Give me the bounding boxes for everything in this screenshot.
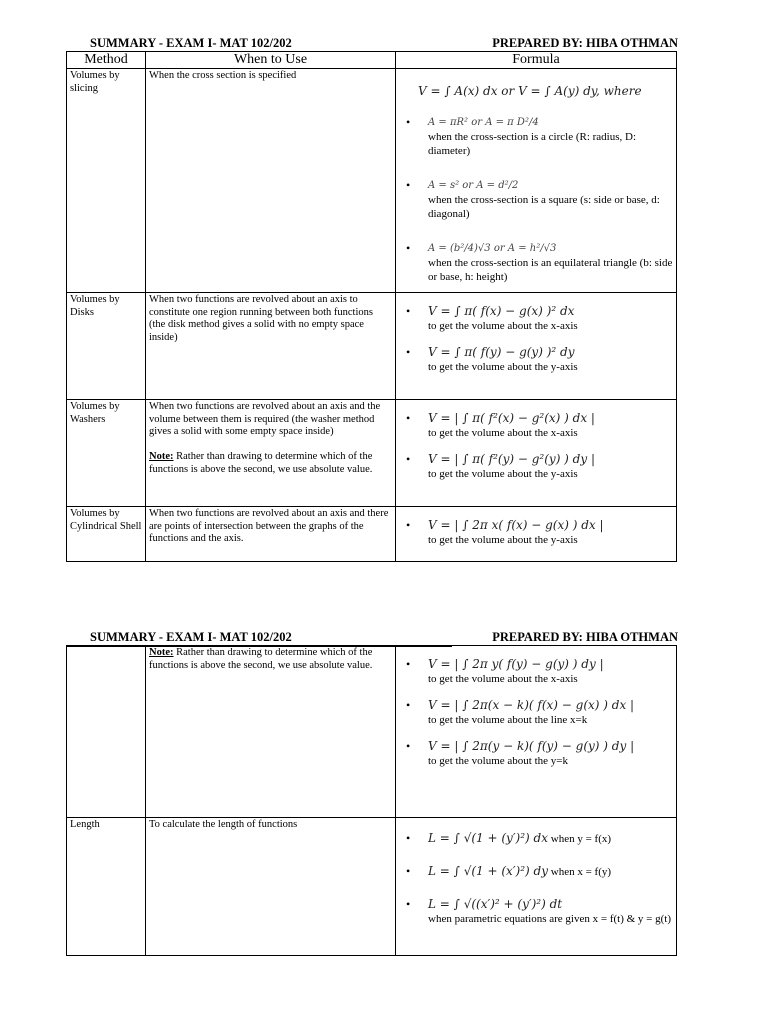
formula-length <box>396 818 677 956</box>
formula-description: to get the volume about the x-axis <box>428 320 578 332</box>
formula-expression: A = πR² or A = π D²/4 <box>428 117 539 128</box>
col-header-when: When to Use <box>146 52 396 69</box>
formula-expression: L = ∫ √(1 + (y′)²) dx <box>428 831 548 845</box>
slicing-main-formula: V = ∫ A(x) dx or V = ∫ A(y) dy, where <box>418 84 642 98</box>
table-row-slicing <box>67 69 677 293</box>
header-author: PREPARED BY: HIBA OTHMAN <box>492 36 678 50</box>
page1-header <box>66 36 678 52</box>
formula-expression: V = | ∫ 2π(x − k)( f(x) − g(x) ) dx | <box>428 698 635 712</box>
list-item <box>406 698 673 727</box>
list-item <box>406 452 673 481</box>
formula-expression: A = (b²/4)√3 or A = h²/√3 <box>428 243 557 254</box>
formula-expression: V = | ∫ 2π(y − k)( f(y) − g(y) ) dy | <box>428 739 635 753</box>
formula-description: when x = f(y) <box>550 866 612 878</box>
table-header-row <box>67 52 677 69</box>
formula-description: when the cross-section is an equilateral triangle (b: side or base, h: height) <box>428 257 673 283</box>
formula-description: to get the volume about the y-axis <box>428 361 578 373</box>
formula-expression: V = | ∫ π( f²(y) − g²(y) ) dy | <box>428 452 595 466</box>
formula-expression: V = ∫ π( f(x) − g(x) )² dx <box>428 304 575 318</box>
formula-description: when y = f(x) <box>550 833 612 845</box>
col-header-formula: Formula <box>396 52 677 69</box>
header-title: SUMMARY - EXAM I- MAT 102/202 <box>90 36 292 50</box>
formula-expression: A = s² or A = d²/2 <box>428 180 519 191</box>
method-shell: Volumes by Cylindrical Shell <box>67 507 146 562</box>
page2-header <box>66 630 678 646</box>
formula-expression: V = | ∫ 2π x( f(x) − g(x) ) dx | <box>428 518 604 532</box>
formula-description: when the cross-section is a circle (R: radius, D: diameter) <box>428 131 637 157</box>
method-length: Length <box>67 818 146 956</box>
list-item <box>406 411 673 440</box>
list-item <box>406 657 673 686</box>
list-item <box>406 864 673 879</box>
summary-table-2 <box>66 645 677 956</box>
formula-washers <box>396 400 677 507</box>
table-row-shell-continued <box>67 646 677 818</box>
washer-note: Note: Rather than drawing to determine which of the functions is above the second, we use absolute value. <box>149 451 373 475</box>
formula-description: when the cross-section is a square (s: side or base, d: diagonal) <box>428 194 660 220</box>
disk-note: (the disk method gives a solid with no empty space inside) <box>149 319 364 343</box>
formula-expression: V = | ∫ 2π y( f(y) − g(y) ) dy | <box>428 657 604 671</box>
list-item <box>406 739 673 768</box>
formula-expression: V = ∫ π( f(y) − g(y) )² dy <box>428 345 575 359</box>
formula-description: to get the volume about the y=k <box>428 755 569 767</box>
formula-description: to get the volume about the x-axis <box>428 673 578 685</box>
when-shell-note: Note: Rather than drawing to determine which of the functions is above the second, we use absolute value. <box>146 646 396 818</box>
table-row-length <box>67 818 677 956</box>
list-item <box>406 304 673 333</box>
list-item <box>406 831 673 846</box>
formula-expression: V = | ∫ π( f²(x) − g²(x) ) dx | <box>428 411 595 425</box>
method-slicing: Volumes by slicing <box>67 69 146 293</box>
when-length: To calculate the length of functions <box>146 818 396 956</box>
formula-description: when parametric equations are given x = f(t) & y = g(t) <box>428 913 672 925</box>
header-title: SUMMARY - EXAM I- MAT 102/202 <box>90 630 292 644</box>
method-disks: Volumes by Disks <box>67 293 146 400</box>
list-item <box>406 115 673 158</box>
method-empty <box>67 646 146 818</box>
header-author: PREPARED BY: HIBA OTHMAN <box>492 630 678 644</box>
formula-description: to get the volume about the y-axis <box>428 534 578 546</box>
formula-description: to get the volume about the line x=k <box>428 714 588 726</box>
when-shell: When two functions are revolved about an axis and there are points of intersection between the graphs of the functions and the axis. <box>146 507 396 562</box>
formula-slicing <box>396 69 677 293</box>
method-washers: Volumes by Washers <box>67 400 146 507</box>
list-item <box>406 241 673 284</box>
when-disks: When two functions are revolved about an axis to constitute one region running between both functions (the disk method gives a solid with no empty space inside) <box>146 293 396 400</box>
summary-table-1 <box>66 51 677 562</box>
list-item <box>406 178 673 221</box>
col-header-method: Method <box>67 52 146 69</box>
formula-description: to get the volume about the x-axis <box>428 427 578 439</box>
formula-expression: L = ∫ √(1 + (x′)²) dy <box>428 864 548 878</box>
table-row-shell <box>67 507 677 562</box>
list-item <box>406 518 673 547</box>
table-row-disks <box>67 293 677 400</box>
formula-expression: L = ∫ √((x′)² + (y′)²) dt <box>428 897 563 911</box>
formula-disks <box>396 293 677 400</box>
list-item <box>406 345 673 374</box>
when-slicing: When the cross section is specified <box>146 69 396 293</box>
formula-description: to get the volume about the y-axis <box>428 468 578 480</box>
when-washers: When two functions are revolved about an axis and the volume between them is required (the washer method gives a solid with some empty space inside) Note: Rather than drawing to determine which of the functions is above the second, we use absolute value. <box>146 400 396 507</box>
formula-shell-continued <box>396 646 677 818</box>
list-item <box>406 897 673 926</box>
formula-shell <box>396 507 677 562</box>
table-row-washers <box>67 400 677 507</box>
